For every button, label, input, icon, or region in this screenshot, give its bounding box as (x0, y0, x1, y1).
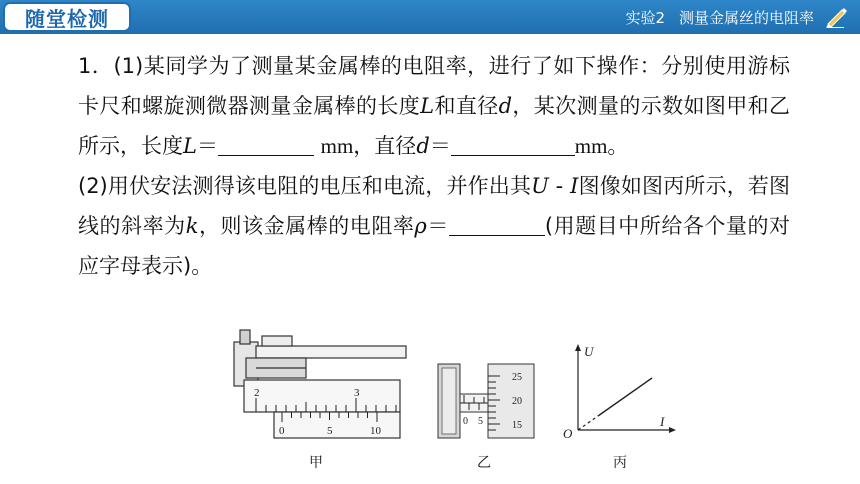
question-text (78, 46, 790, 286)
var-U: U (531, 174, 549, 198)
text-segment: (2)用伏安法测得该电阻的电压和电流，并作出其 (78, 174, 532, 198)
chapter-title (625, 7, 814, 28)
micrometer-caption: 乙 (477, 455, 491, 471)
answer-blank-length[interactable] (218, 131, 314, 156)
text-segment: - (548, 174, 571, 198)
y-axis-label: U (584, 344, 594, 359)
text-segment: ，则该金属棒的电阻率 (198, 214, 415, 238)
question-part-2 (78, 166, 790, 286)
thimble-label: 15 (512, 420, 522, 431)
vernier-caliper-drawing (226, 328, 416, 443)
text-segment: 图像如图丙所示，若图线的斜率为 (78, 174, 791, 238)
origin-label: O (563, 426, 573, 441)
vernier-scale-label: 10 (370, 425, 381, 437)
text-segment: ＝ (426, 214, 449, 238)
text-segment: (用题目中所给各个量的对应字母表示)。 (78, 214, 791, 278)
text-segment: 1．(1)某同学为了测量某金属棒的电阻率，进行了如下操作：分别使用游标卡尺和螺旋测微器测量金属棒的长度 (78, 54, 790, 118)
graph-line-extension (578, 416, 598, 430)
pencil-icon (824, 6, 848, 28)
micrometer-drawing (436, 360, 536, 442)
text-segment: ＝ (196, 134, 218, 158)
text-segment: mm，直径 (320, 134, 417, 158)
thimble-label: 20 (512, 396, 522, 407)
sleeve-label: 5 (478, 416, 483, 427)
graph-line (598, 378, 652, 416)
var-L: L (183, 134, 197, 158)
caliper-figure (226, 328, 416, 443)
x-axis-label: I (660, 414, 665, 429)
answer-blank-resistivity[interactable] (449, 211, 545, 236)
var-k: k (185, 214, 199, 238)
text-segment: ，某次测量的示数如图甲和乙所示，长度 (78, 94, 791, 158)
var-rho: ρ (414, 214, 427, 238)
micrometer-figure (436, 360, 536, 442)
experiment-title: 测量金属丝的电阻率 (678, 9, 814, 27)
graph-caption: 丙 (613, 455, 627, 471)
y-axis-arrow-icon (575, 344, 581, 351)
vernier-scale-label: 5 (327, 425, 333, 437)
section-badge: 随堂检测 (3, 2, 131, 32)
header-bar (0, 0, 860, 34)
var-d: d (416, 134, 430, 158)
var-L: L (420, 94, 435, 118)
caliper-caption: 甲 (309, 455, 323, 471)
text-segment: 和直径 (434, 94, 499, 118)
answer-blank-diameter[interactable] (451, 131, 575, 156)
thimble-label: 25 (512, 372, 522, 383)
var-d: d (498, 94, 513, 118)
question-part-1 (78, 46, 790, 166)
text-segment: ＝ (429, 134, 451, 158)
x-axis-arrow-icon (669, 427, 676, 433)
ui-graph-drawing (560, 340, 680, 442)
ui-graph-figure (560, 340, 680, 442)
main-scale-label: 3 (354, 387, 360, 399)
text-segment: mm。 (574, 134, 629, 158)
vernier-scale-label: 0 (279, 425, 285, 437)
experiment-label: 实验2 (625, 9, 665, 27)
main-scale-label: 2 (254, 387, 260, 399)
var-I: I (570, 174, 579, 198)
sleeve-label: 0 (463, 416, 468, 427)
